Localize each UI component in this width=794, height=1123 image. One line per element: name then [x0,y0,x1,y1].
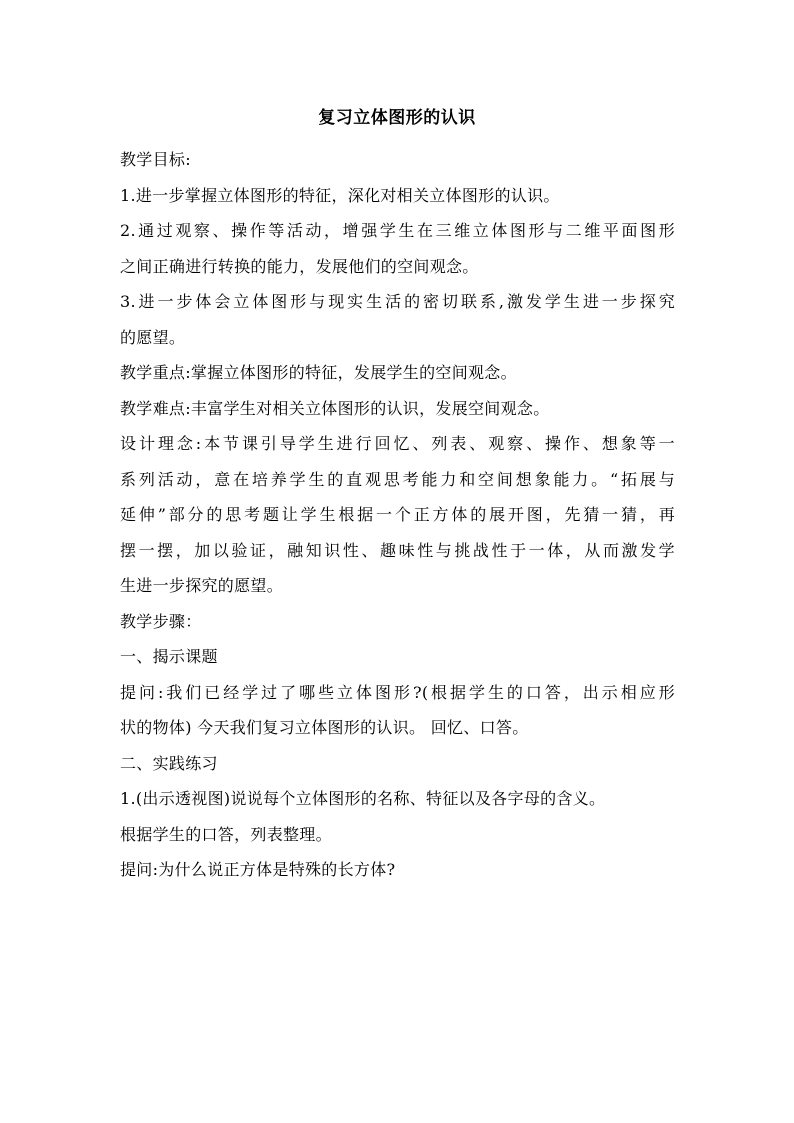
paragraph-line: 之间正确进行转换的能力，发展他们的空间观念。 [120,256,479,276]
paragraph-line: 状的物体) 今天我们复习立体图形的认识。 回忆、口答。 [120,718,529,737]
paragraph-line: 设计理念:本节课引导学生进行回忆、列表、观察、操作、想象等一 [120,434,675,453]
paragraph-line: 提问:为什么说正方体是特殊的长方体? [120,860,396,879]
paragraph-line: 的愿望。 [120,327,186,347]
paragraph-line: 提问:我们已经学过了哪些立体图形?(根据学生的口答，出示相应形 [120,682,675,702]
paragraph-line: 系列活动，意在培养学生的直观思考能力和空间想象能力。“拓展与 [120,469,675,489]
section-heading-objectives: 教学目标: [120,150,191,169]
paragraph-line: 2.通过观察、操作等活动，增强学生在三维立体图形与二维平面图形 [120,221,675,240]
paragraph-line: 教学难点:丰富学生对相关立体图形的认识，发展空间观念。 [120,398,550,418]
paragraph-line: 延伸”部分的思考题让学生根据一个正方体的展开图，先猜一猜，再 [120,505,675,524]
section-heading-topic: 一、揭示课题 [120,647,218,666]
paragraph-line: 1.(出示透视图)说说每个立体图形的名称、特征以及各字母的含义。 [120,789,606,808]
paragraph-line: 1.进一步掌握立体图形的特征，深化对相关立体图形的认识。 [120,185,560,205]
section-heading-steps: 教学步骤： [120,611,202,631]
document-body [120,145,675,891]
paragraph-line: 生进一步探究的愿望。 [120,576,284,595]
document-title: 复习立体图形的认识 [318,108,476,128]
paragraph-line: 摆一摆，加以验证，融知识性、趣味性与挑战性于一体，从而激发学 [120,540,675,560]
section-heading-practice: 二、实践练习 [120,753,218,773]
paragraph-line: 根据学生的口答，列表整理。 [120,824,332,844]
paragraph-line: 3.进一步体会立体图形与现实生活的密切联系,激发学生进一步探究 [120,292,675,311]
paragraph-line: 教学重点:掌握立体图形的特征，发展学生的空间观念。 [120,363,517,382]
